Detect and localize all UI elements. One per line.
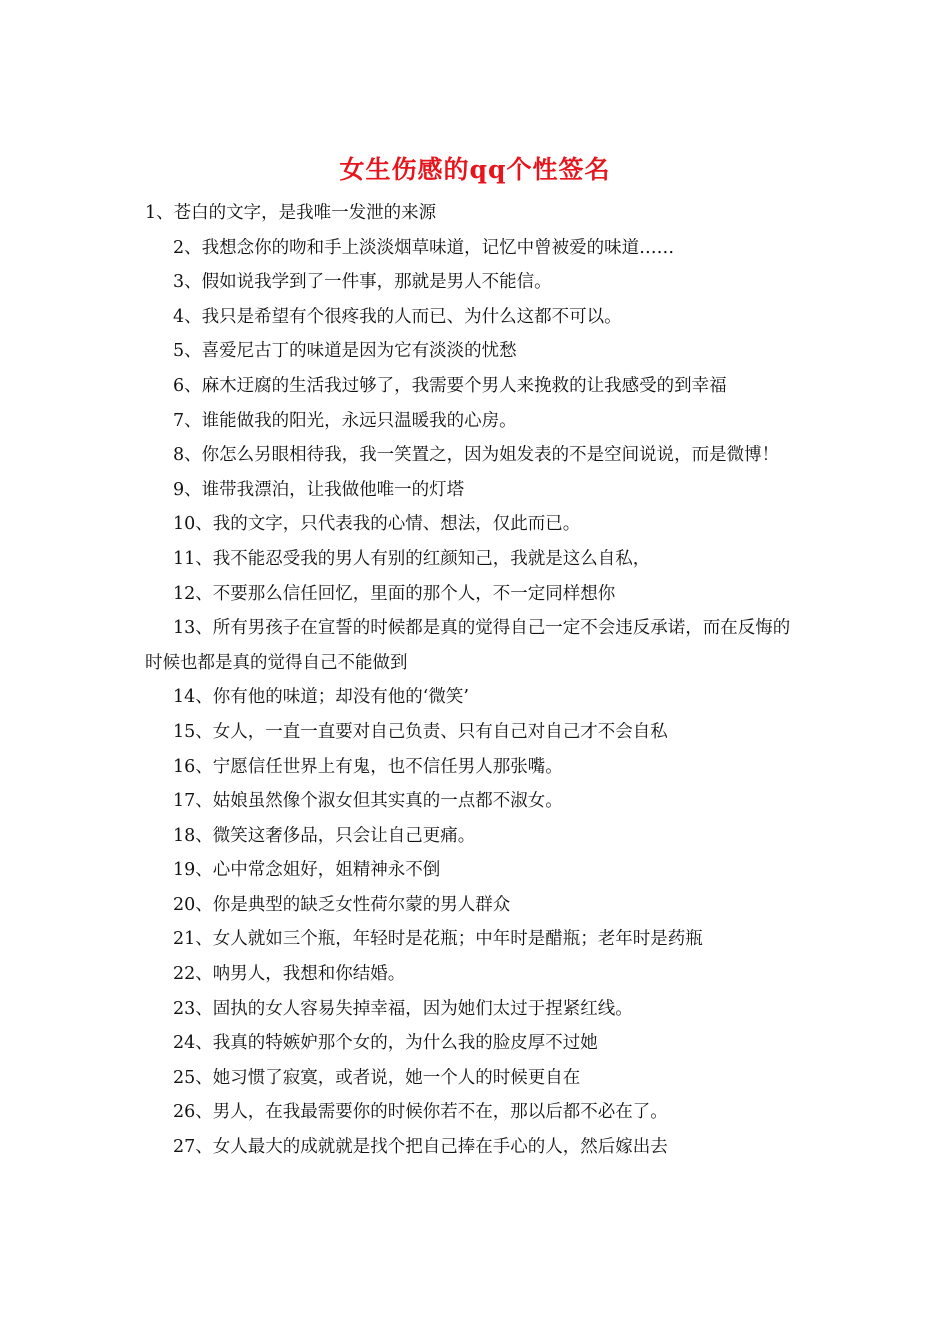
list-item: 17、姑娘虽然像个淑女但其实真的一点都不淑女。	[173, 791, 563, 812]
list-item: 2、我想念你的吻和手上淡淡烟草味道，记忆中曾被爱的味道……	[173, 237, 675, 258]
list-item: 27、女人最大的成就就是找个把自己捧在手心的人，然后嫁出去	[173, 1137, 668, 1158]
list-item: 21、女人就如三个瓶，年轻时是花瓶；中年时是醋瓶；老年时是药瓶	[173, 929, 703, 950]
list-item: 7、谁能做我的阳光，永远只温暖我的心房。	[173, 410, 517, 431]
list-item: 25、她习惯了寂寞，或者说，她一个人的时候更自在	[173, 1067, 581, 1088]
list-item: 23、固执的女人容易失掉幸福，因为她们太过于捏紧红线。	[173, 998, 633, 1019]
list-item: 26、男人，在我最需要你的时候你若不在，那以后都不必在了。	[173, 1102, 668, 1123]
list-item: 6、麻木迂腐的生活我过够了，我需要个男人来挽救的让我感受的到幸福	[173, 375, 727, 396]
list-item: 3、假如说我学到了一件事，那就是男人不能信。	[173, 272, 552, 293]
list-item: 4、我只是希望有个很疼我的人而已、为什么这都不可以。	[173, 306, 622, 327]
document-title: 女生伤感的qq个性签名	[339, 155, 611, 184]
list-item: 16、宁愿信任世界上有鬼，也不信任男人那张嘴。	[173, 756, 563, 777]
list-item: 18、微笑这奢侈品，只会让自己更痛。	[173, 825, 476, 846]
list-item: 24、我真的特嫉妒那个女的，为什么我的脸皮厚不过她	[173, 1033, 598, 1054]
list-item: 5、喜爱尼古丁的味道是因为它有淡淡的忧愁	[173, 341, 517, 362]
list-item: 19、心中常念姐好，姐精神永不倒	[173, 860, 441, 881]
list-item: 22、呐男人，我想和你结婚。	[173, 964, 406, 985]
list-item: 1、苍白的文字，是我唯一发泄的来源	[145, 203, 437, 223]
list-item: 15、女人，一直一直要对自己负责、只有自己对自己才不会自私	[173, 721, 668, 742]
list-item: 14、你有他的味道；却没有他的‘微笑’	[173, 687, 469, 708]
list-item: 10、我的文字，只代表我的心情、想法，仅此而已。	[173, 514, 581, 535]
list-item: 20、你是典型的缺乏女性荷尔蒙的男人群众	[173, 894, 511, 915]
list-item: 9、谁带我漂泊，让我做他唯一的灯塔	[173, 479, 465, 500]
list-item: 8、你怎么另眼相待我，我一笑置之，因为姐发表的不是空间说说，而是微博！	[173, 445, 780, 466]
list-item: 12、不要那么信任回忆，里面的那个人，不一定同样想你	[173, 583, 616, 604]
list-item: 11、我不能忍受我的男人有别的红颜知己，我就是这么自私，	[173, 548, 651, 569]
signature-list	[145, 196, 807, 1165]
list-item: 13、所有男孩子在宣誓的时候都是真的觉得自己一定不会违反承诺，而在反悔的时候也都是真的觉得自己不能做到	[145, 618, 791, 673]
